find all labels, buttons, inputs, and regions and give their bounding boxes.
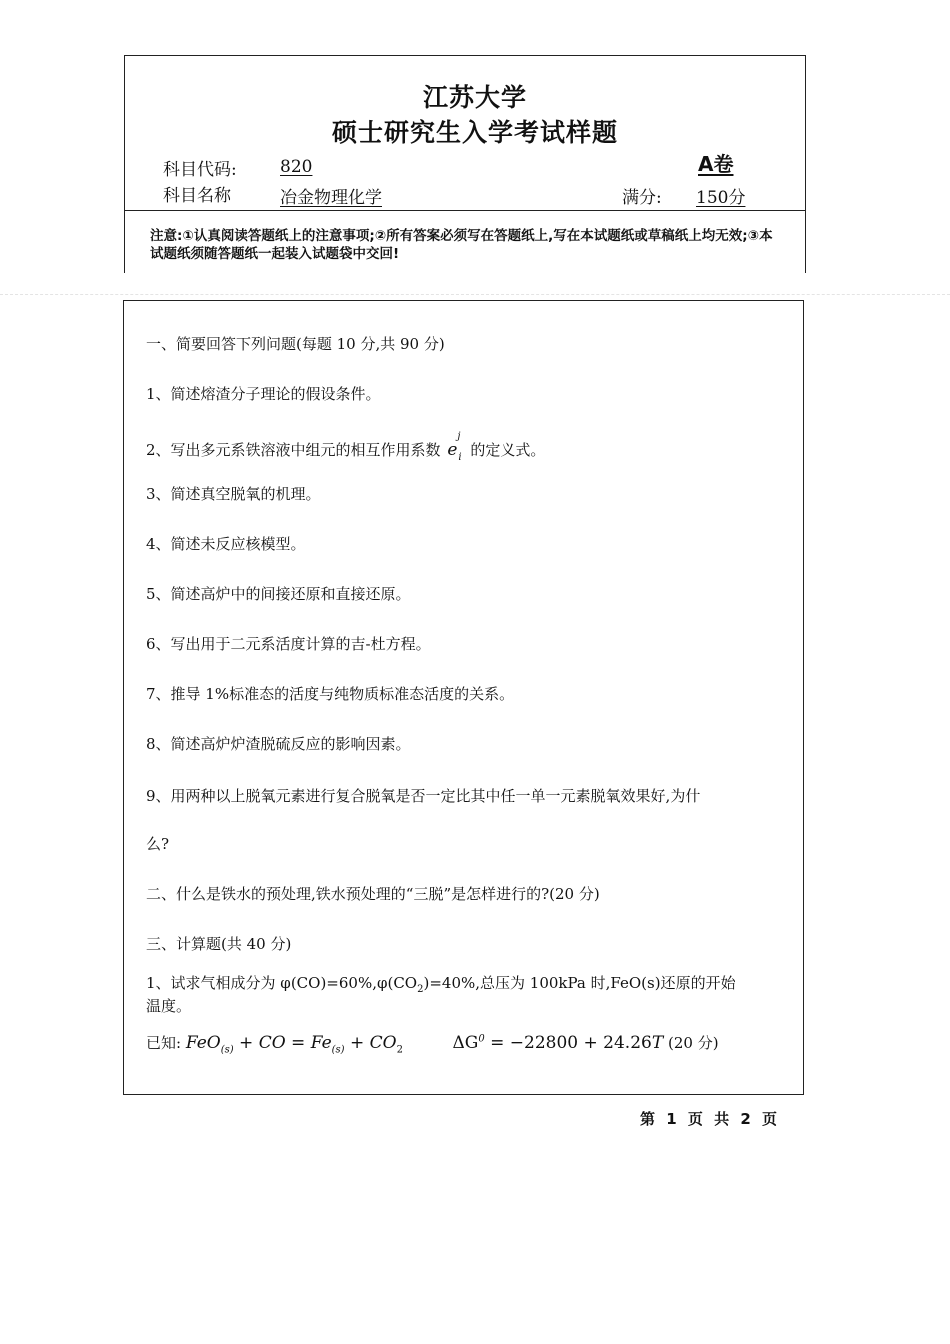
- subject-code-label: 科目代码:: [163, 160, 237, 180]
- header-divider: [124, 210, 806, 211]
- gibbs-equation: [453, 1033, 664, 1053]
- full-score-label: 满分:: [622, 188, 662, 208]
- question-1-5: 5、简述高炉中的间接还原和直接还原。: [146, 585, 411, 603]
- given-label: 已知:: [146, 1034, 182, 1052]
- subject-name-label: 科目名称: [163, 186, 231, 206]
- paper-label: A卷: [698, 152, 734, 176]
- question-1-8: 8、简述高炉炉渣脱硫反应的影响因素。: [146, 735, 411, 753]
- eq-co2: + CO: [344, 1033, 397, 1053]
- section2-heading: 二、什么是铁水的预处理,铁水预处理的“三脱”是怎样进行的?(20 分): [146, 885, 600, 903]
- symbol-sup-j: j: [457, 431, 461, 442]
- interaction-coefficient-symbol: [447, 431, 462, 463]
- question-1-3: 3、简述真空脱氧的机理。: [146, 485, 321, 503]
- question-1-2-tail: 的定义式。: [470, 441, 546, 459]
- section1-heading: 一、简要回答下列问题(每题 10 分,共 90 分): [146, 335, 445, 353]
- eq-points: (20 分): [667, 1034, 719, 1052]
- notice-text: 注意:①认真阅读答题纸上的注意事项;②所有答案必须写在答题纸上,写在本试题纸或草稿纸上均无效;③本试题纸须随答题纸一起装入试题袋中交回!: [150, 228, 773, 262]
- symbol-sub-i: i: [458, 452, 462, 463]
- question-3-1-line2: 温度。: [146, 997, 192, 1015]
- eq-delta-g: ΔG: [452, 1033, 479, 1053]
- question-1-9-line1: 9、用两种以上脱氧元素进行复合脱氧是否一定比其中任一单一元素脱氧效果好,为什: [146, 787, 701, 805]
- page-footer: 第 1 页 共 2 页: [640, 1110, 780, 1128]
- full-score: 150分: [696, 188, 746, 208]
- question-1-1: 1、简述熔渣分子理论的假设条件。: [146, 385, 381, 403]
- section3-heading: 三、计算题(共 40 分): [146, 935, 292, 953]
- fold-line: [0, 294, 950, 295]
- subject-code: 820: [280, 157, 313, 177]
- question-1-6: 6、写出用于二元系活度计算的吉-杜方程。: [146, 635, 431, 653]
- university-title: 江苏大学: [422, 83, 527, 112]
- eq-co2-sub: 2: [396, 1044, 403, 1056]
- question-1-2-text: 2、写出多元系铁溶液中组元的相互作用系数: [146, 441, 441, 459]
- exam-title: 硕士研究生入学考试样题: [331, 118, 618, 147]
- eq-rhs: = −22800 + 24.26: [484, 1033, 652, 1053]
- eq-sub-s2: (s): [331, 1044, 345, 1056]
- question-1-7: 7、推导 1%标准态的活度与纯物质标准态活度的关系。: [146, 685, 515, 703]
- eq-delta-sup: 0: [478, 1033, 485, 1045]
- reaction-equation: [185, 1033, 403, 1056]
- given-equation: [146, 1032, 719, 1055]
- question-1-9-line2: 么?: [146, 835, 170, 853]
- subject-name: 冶金物理化学: [280, 188, 382, 208]
- eq-co-fe: + CO = Fe: [233, 1033, 332, 1053]
- question-1-2: [146, 431, 546, 463]
- question-3-1-text: 1、试求气相成分为 φ(CO)=60%,φ(CO: [146, 974, 418, 992]
- symbol-e: e: [447, 440, 458, 460]
- eq-sub-s1: (s): [220, 1044, 234, 1056]
- question-3-1-line1: [146, 972, 736, 995]
- question-3-1-text-rest: )=40%,总压为 100kPa 时,FeO(s)还原的开始: [423, 974, 736, 992]
- eq-T: T: [651, 1033, 664, 1053]
- question-1-4: 4、简述未反应核模型。: [146, 535, 306, 553]
- co2-subscript: 2: [417, 984, 424, 995]
- eq-feo: FeO: [185, 1033, 221, 1053]
